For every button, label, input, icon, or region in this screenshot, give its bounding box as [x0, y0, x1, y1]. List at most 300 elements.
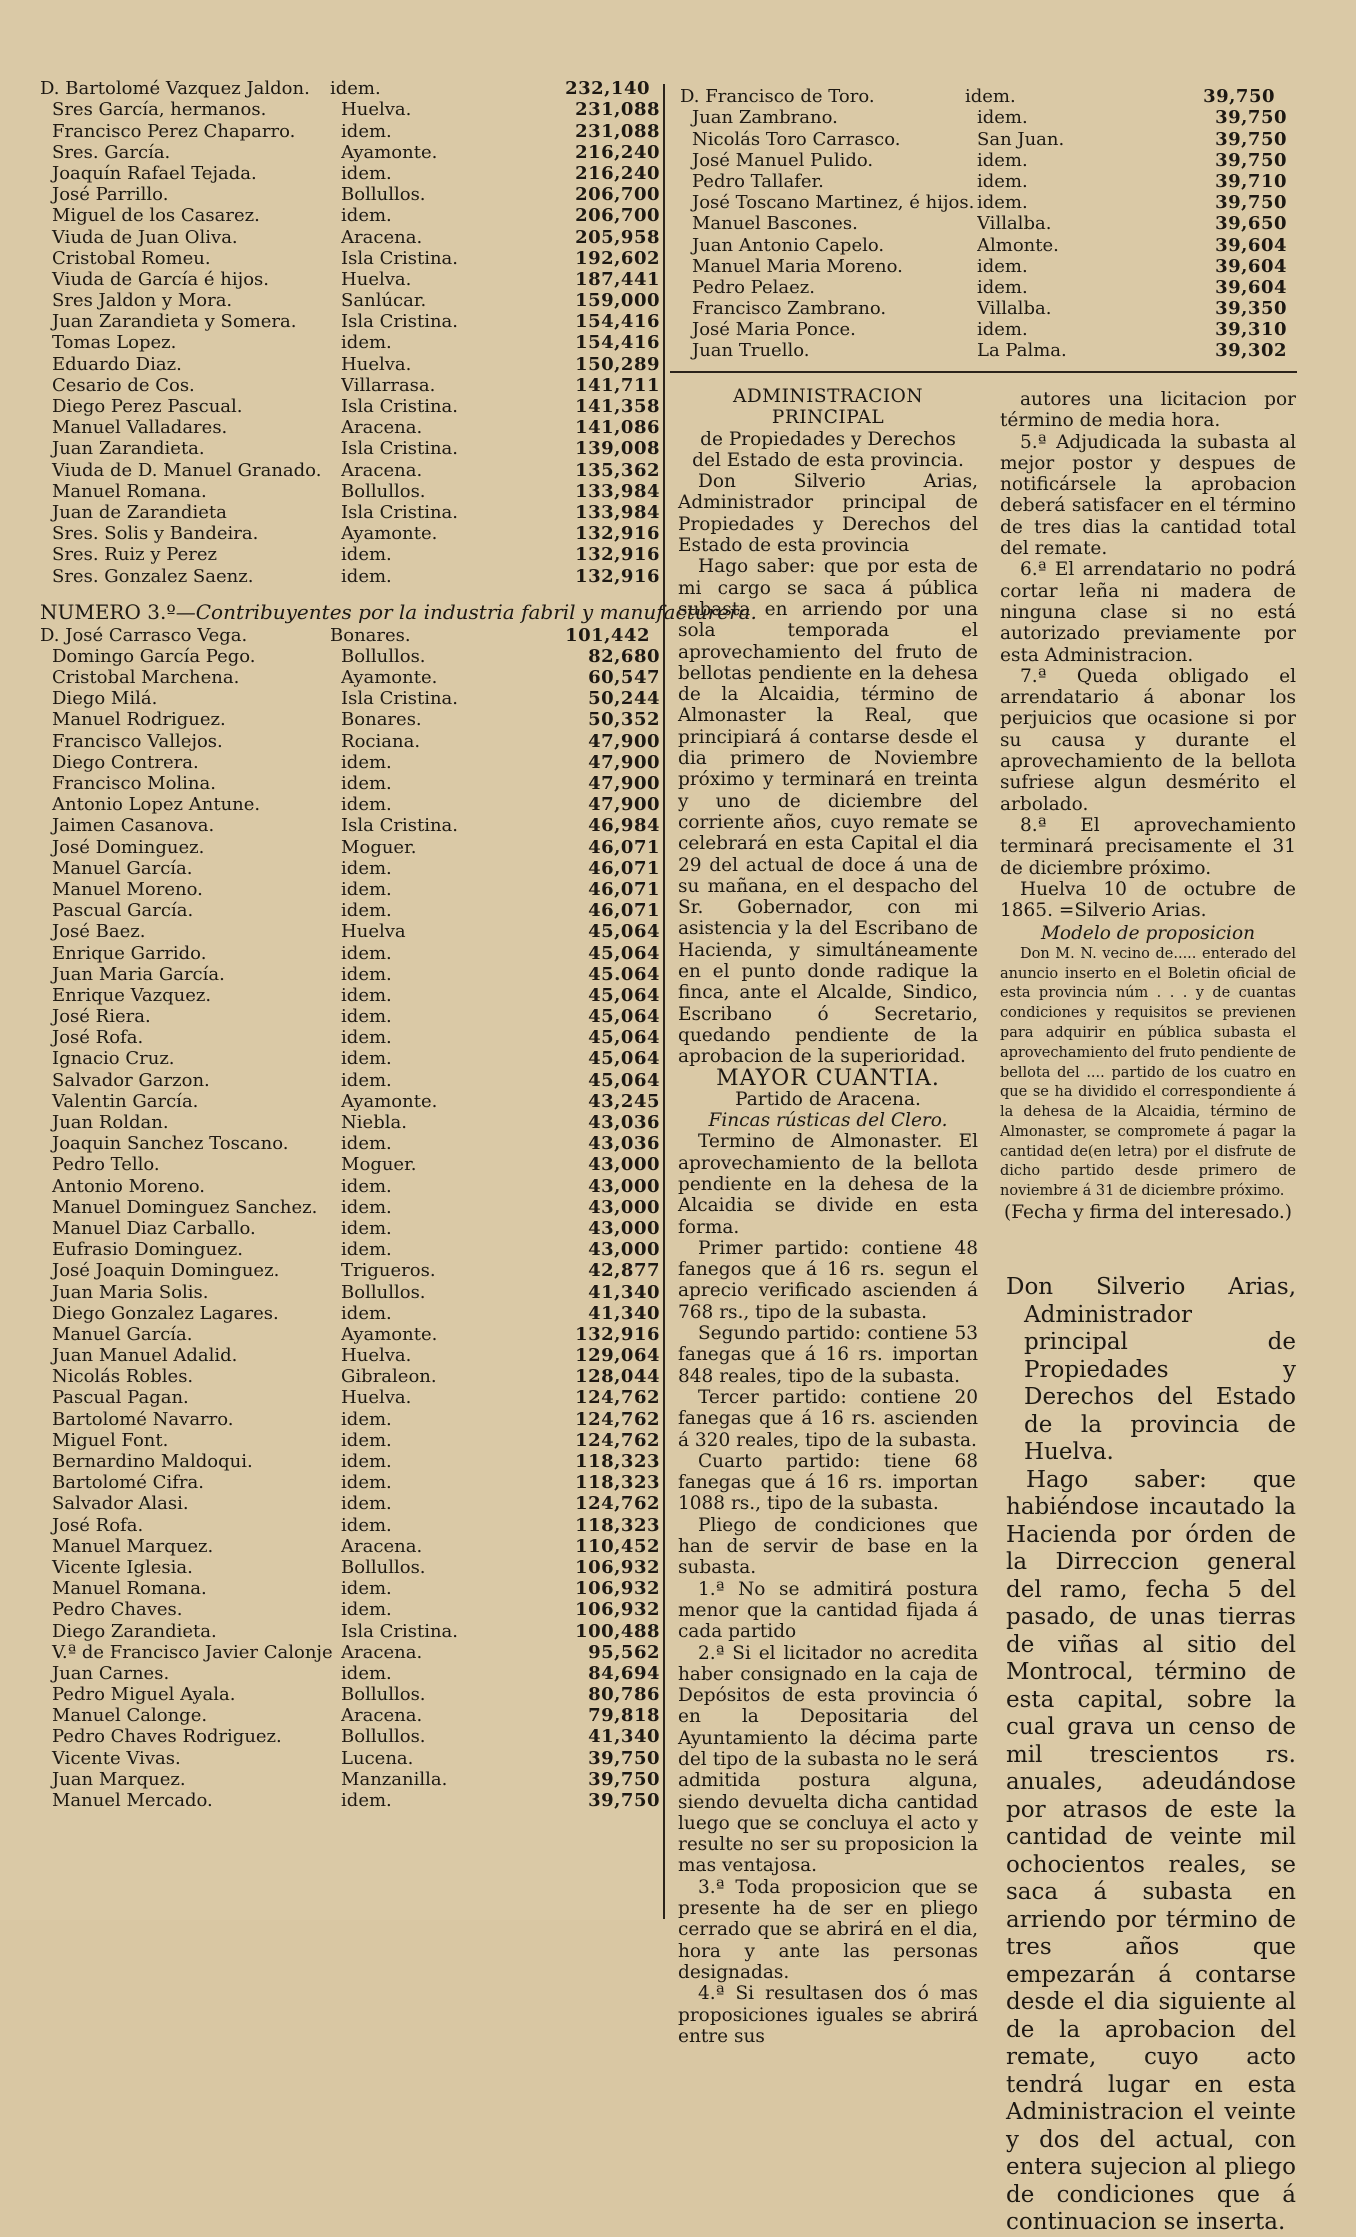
table-row: [40, 544, 660, 565]
contributor-place: Ayamonte.: [341, 1091, 438, 1112]
contribution-amount: 43,000: [588, 1175, 660, 1197]
contributor-place: Huelva.: [341, 1346, 412, 1367]
contributor-place: idem.: [341, 752, 392, 773]
contributor-name: Pedro Pelaez.: [692, 277, 815, 298]
table-row: [40, 709, 660, 730]
contribution-amount: 43,000: [588, 1239, 660, 1261]
contributor-name: Juan Zarandieta y Somera.: [52, 312, 297, 333]
contributor-name: Pascual García.: [52, 901, 194, 922]
column-divider-2: [992, 388, 994, 1928]
contribution-amount: 43,000: [588, 1217, 660, 1239]
table-row: [40, 1430, 660, 1451]
contribution-amount: 41,340: [588, 1302, 660, 1324]
contributor-place: Aracena.: [341, 1706, 423, 1727]
contribution-amount: 42,877: [588, 1260, 660, 1282]
contributor-name: Manuel García.: [52, 858, 193, 879]
contributor-name: Juan Carnes.: [52, 1663, 170, 1684]
contribution-amount: 141,711: [575, 374, 660, 396]
table-row: [40, 625, 660, 646]
contribution-amount: 39,650: [1215, 213, 1287, 235]
contributor-place: Bollullos.: [341, 1685, 426, 1706]
contribution-amount: 41,340: [588, 1281, 660, 1303]
table-row: [40, 688, 660, 709]
contributor-name: José Rofa.: [52, 1028, 144, 1049]
contributor-place: idem.: [341, 795, 392, 816]
contributor-name: José Riera.: [52, 1007, 151, 1028]
table-row: [40, 1324, 660, 1345]
contributor-name: Juan Zambrano.: [692, 108, 838, 129]
table-row: [40, 1493, 660, 1514]
contributor-place: idem.: [330, 79, 381, 100]
contributor-place: idem.: [341, 1473, 392, 1494]
contributor-name: Diego Zarandieta.: [52, 1621, 217, 1642]
contributor-name: Sres García, hermanos.: [52, 100, 267, 121]
contributor-place: idem.: [341, 1579, 392, 1600]
contributor-place: idem.: [341, 1409, 392, 1430]
notice-subheading: de Propiedades y Derechos del Estado de esta provincia.: [692, 428, 964, 471]
table-row: [40, 226, 660, 247]
contributor-place: Bollullos.: [341, 185, 426, 206]
contribution-amount: 39,750: [588, 1768, 660, 1790]
table-row: [680, 234, 1300, 255]
mayor-cuantia: MAYOR CUANTIA.: [716, 1065, 940, 1091]
notice-1-column-b: [1000, 389, 1296, 2237]
contributor-place: idem.: [341, 879, 392, 900]
notice-paragraph: 3.ª Toda proposicion que se presente ha de ser en pliego cerrado que se abrirá en el dia, hora y ante las personas designadas.: [678, 1876, 978, 1983]
notice-separator: [1008, 1253, 1288, 1254]
contribution-amount: 216,240: [575, 141, 660, 163]
contribution-amount: 39,604: [1215, 276, 1287, 298]
contributor-place: idem.: [341, 985, 392, 1006]
contributor-name: Juan Roldan.: [52, 1113, 169, 1133]
contributor-place: Gibraleon.: [341, 1367, 437, 1388]
notice-paragraph: Termino de Almonaster. El aprovechamiento de la bellota pendiente en la dehesa de la Alcaidia se divide en esta forma.: [678, 1131, 978, 1238]
notice-paragraph: Tercer partido: contiene 20 fanegas que á 16 rs. ascienden á 320 reales, tipo de la subasta.: [678, 1386, 978, 1451]
contribution-amount: 106,932: [575, 1578, 660, 1600]
table-row: [40, 1536, 660, 1557]
table-row: [40, 1472, 660, 1493]
contribution-amount: 132,916: [575, 565, 660, 587]
contributor-name: Manuel Valladares.: [52, 418, 228, 439]
contributor-place: Sanlúcar.: [341, 291, 427, 312]
table-row: [40, 1112, 660, 1133]
table-row: [40, 1578, 660, 1599]
contribution-amount: 50,352: [588, 709, 660, 731]
table-row: [40, 459, 660, 480]
contribution-amount: 154,416: [575, 332, 660, 354]
contribution-amount: 150,289: [575, 353, 660, 375]
contribution-amount: 124,762: [575, 1493, 660, 1515]
contributor-place: Villalba.: [977, 299, 1052, 320]
contributor-name: D. Bartolomé Vazquez Jaldon.: [40, 79, 310, 100]
contributor-place: Moguer.: [341, 837, 417, 858]
contributor-name: Manuel Romana.: [52, 1579, 207, 1600]
contribution-amount: 46,071: [588, 878, 660, 900]
table-row: [40, 248, 660, 269]
contributor-place: idem.: [977, 150, 1028, 171]
contributor-place: idem.: [341, 1049, 392, 1070]
contribution-amount: 216,240: [575, 162, 660, 184]
contributor-name: Eufrasio Dominguez.: [52, 1240, 243, 1261]
table-row: [680, 256, 1300, 277]
table-row: [40, 142, 660, 163]
contributor-place: Aracena.: [341, 460, 423, 481]
table-row: [40, 1048, 660, 1069]
contributor-place: San Juan.: [977, 129, 1065, 150]
contributor-name: D. José Carrasco Vega.: [40, 625, 248, 646]
contribution-amount: 132,916: [575, 1323, 660, 1345]
contribution-amount: 95,562: [588, 1641, 660, 1663]
table-row: [40, 1260, 660, 1281]
contributor-name: José Baez.: [52, 922, 146, 943]
contributor-place: Huelva: [341, 922, 406, 943]
contributor-name: Bernardino Maldoqui.: [52, 1452, 253, 1472]
contribution-amount: 39,604: [1215, 255, 1287, 277]
table-row: [40, 1133, 660, 1154]
contributor-place: idem.: [341, 964, 392, 985]
contributor-name: Sres. Gonzalez Saenz.: [52, 566, 254, 587]
contributor-name: José Rofa.: [52, 1515, 144, 1536]
contributor-place: Aracena.: [341, 1642, 423, 1663]
contributor-place: Huelva.: [341, 269, 412, 290]
contribution-amount: 192,602: [575, 247, 660, 269]
table-row: [680, 298, 1300, 319]
contributor-place: idem.: [341, 163, 392, 184]
notice-paragraph: 4.ª Si resultasen dos ó mas proposiciones iguales se abrirá entre sus: [678, 1983, 978, 2047]
contributor-place: idem.: [977, 193, 1028, 214]
table-row: [40, 417, 660, 438]
table-row: [40, 1387, 660, 1408]
contributor-name: Pascual Pagan.: [52, 1388, 189, 1409]
contributor-name: Viuda de D. Manuel Granado.: [52, 460, 322, 481]
contributor-name: Ignacio Cruz.: [52, 1049, 175, 1070]
notice-paragraph: 7.ª Queda obligado el arrendatario á abonar los perjuicios que ocasione si por su causa y durante el aprovechamiento de la bellota sufriese algun desmérito el arbolado.: [1000, 665, 1296, 815]
table-row: [40, 1769, 660, 1790]
contribution-amount: 205,958: [575, 226, 660, 248]
table-row: [40, 1239, 660, 1260]
contribution-amount: 132,916: [575, 523, 660, 545]
table-row: [680, 340, 1300, 361]
contribution-amount: 50,244: [588, 688, 660, 710]
contributor-place: Isla Cristina.: [341, 248, 459, 269]
contributor-place: Huelva.: [341, 100, 412, 121]
contributor-place: idem.: [341, 1007, 392, 1028]
table-row: [40, 332, 660, 353]
contribution-amount: 231,088: [575, 120, 660, 142]
contribution-amount: 232,140: [565, 78, 650, 100]
table-row: [40, 815, 660, 836]
table-row: [40, 290, 660, 311]
table-row: [680, 213, 1300, 234]
contribution-amount: 47,900: [588, 730, 660, 752]
contributor-name: Manuel Rodriguez.: [52, 710, 226, 731]
contribution-amount: 39,710: [1215, 170, 1287, 192]
contribution-amount: 39,604: [1215, 234, 1287, 256]
table-row: [40, 438, 660, 459]
contributor-place: Villarrasa.: [341, 375, 436, 396]
contributor-name: Vicente Vivas.: [52, 1748, 181, 1769]
contributor-place: idem.: [341, 333, 392, 354]
contribution-amount: 41,340: [588, 1726, 660, 1748]
table-row: [40, 163, 660, 184]
contribution-amount: 118,323: [575, 1451, 660, 1472]
contribution-amount: 43,000: [588, 1154, 660, 1176]
contributor-place: idem.: [341, 206, 392, 227]
contributor-place: idem.: [341, 1218, 392, 1239]
contributor-name: Tomas Lopez.: [52, 333, 177, 354]
contributor-name: Juan de Zarandieta: [52, 502, 227, 523]
notice-para-2: Hago saber: que por esta de mi cargo se saca á pública subasta en arriendo por una sola temporada el aprovechamiento del fruto de bellotas pendiente en la dehesa de la Alcaidia, término de Almonaster la Real, que principiará á contarse desde el dia primero de Noviembre próximo y terminará en treinta y uno de diciembre del corriente años, cuyo remate se celebrará en esta Capital el dia 29 del actual de doce á una de su mañana, en el despacho del Sr. Gobernador, con mi asistencia y la del Escribano de Hacienda, y simultáneamente en el punto donde radique la finca, ante el Alcalde, Sindico, Escribano ó Secretario, quedando pendiente de la aprobacion de la superioridad.: [678, 556, 978, 1068]
contribution-amount: 46,071: [588, 836, 660, 858]
contribution-amount: 39,750: [1215, 149, 1287, 171]
contribution-amount: 132,916: [575, 544, 660, 566]
contribution-amount: 82,680: [588, 645, 660, 667]
contributor-name: Juan Marquez.: [52, 1769, 186, 1790]
contributor-place: idem.: [341, 1240, 392, 1261]
contributor-name: Eduardo Diaz.: [52, 354, 182, 375]
contributor-place: idem.: [977, 171, 1028, 192]
contributors-list-a: [40, 78, 660, 587]
contributor-place: idem.: [341, 1197, 392, 1218]
contribution-amount: 39,750: [1215, 128, 1287, 150]
table-row: [40, 1069, 660, 1090]
contributor-name: Juan Truello.: [692, 341, 810, 362]
contribution-amount: 124,762: [575, 1387, 660, 1409]
contributor-name: Viuda de Juan Oliva.: [52, 227, 238, 248]
table-row: [40, 78, 660, 99]
contributor-name: José Parrillo.: [52, 185, 169, 206]
table-row: [40, 311, 660, 332]
contributor-place: Trigueros.: [341, 1261, 436, 1282]
notice-paragraph: 2.ª Si el licitador no acredita haber consignado en la caja de Depósitos de esta provincia ó en la Depositaria del Ayuntamiento la décima parte del tipo de la subasta no le será admitida postura alguna, siendo devuelta dicha cantidad luego que se concluya el acto y resulte no ser su proposicion la mas ventajosa.: [678, 1642, 978, 1877]
contributor-name: Juan Maria García.: [52, 964, 225, 985]
contributor-place: Huelva.: [341, 354, 412, 375]
table-row: [40, 375, 660, 396]
contributor-place: idem.: [341, 943, 392, 964]
table-row: [40, 1642, 660, 1663]
contributor-place: Isla Cristina.: [341, 1621, 459, 1642]
table-row: [40, 985, 660, 1006]
table-row: [40, 1027, 660, 1048]
contributor-name: Sres. García.: [52, 142, 171, 163]
contributor-place: idem.: [341, 1600, 392, 1621]
contributor-place: Ayamonte.: [341, 524, 438, 545]
contributor-place: Ayamonte.: [341, 668, 438, 689]
table-row: [40, 1790, 660, 1811]
contribution-amount: 133,984: [575, 501, 660, 523]
contribution-amount: 39,750: [1203, 86, 1275, 108]
contributor-place: idem.: [341, 1515, 392, 1536]
contributor-name: Francisco Zambrano.: [692, 299, 887, 320]
contribution-amount: 129,064: [575, 1345, 660, 1367]
contributor-place: Isla Cristina.: [341, 502, 459, 523]
notice-continued: [1000, 389, 1296, 921]
contribution-amount: 45,064: [588, 1006, 660, 1028]
contribution-amount: 206,700: [575, 184, 660, 206]
contribution-amount: 110,452: [575, 1535, 660, 1557]
contributor-name: Cristobal Romeu.: [52, 248, 211, 269]
contributor-place: Bollullos.: [341, 646, 426, 667]
contributor-name: Joaquin Sanchez Toscano.: [52, 1134, 289, 1155]
contributor-place: Manzanilla.: [341, 1769, 448, 1790]
contributor-name: José Dominguez.: [52, 837, 205, 858]
contributor-name: Nicolás Toro Carrasco.: [692, 129, 901, 150]
contributor-name: Antonio Lopez Antune.: [52, 795, 261, 816]
contributor-place: Rociana.: [341, 731, 421, 752]
contribution-amount: 154,416: [575, 311, 660, 333]
notice-1-column-a: [678, 386, 978, 2047]
contribution-amount: 187,441: [575, 268, 660, 290]
table-row: [40, 1705, 660, 1726]
contributor-name: Cristobal Marchena.: [52, 668, 240, 689]
table-row: [40, 1091, 660, 1112]
contributor-place: idem.: [965, 87, 1016, 108]
table-row: [40, 942, 660, 963]
contributor-place: Bollullos.: [341, 481, 426, 502]
table-row: [40, 964, 660, 985]
contributor-name: Salvador Garzon.: [52, 1070, 210, 1091]
table-row: [680, 171, 1300, 192]
contributor-place: Isla Cristina.: [341, 397, 459, 417]
notice-2-body: Hago saber: que habiéndose incautado la Hacienda por órden de la Dirreccion general del ramo, fecha 5 del pasado, de unas tierras de viñas al sitio del Montrocal, término de esta capital, sobre la cual grava un censo de mil trescientos rs. anuales, adeudándose por atrasos de este la cantidad de veinte mil ochocientos reales, se saca á subasta en arriendo por término de tres años que empezarán á contarse desde el dia siguiente al de la aprobacion del remate, cuyo acto tendrá lugar en esta Administracion el veinte y dos del actual, con entera sujecion al pliego de condiciones que á continuacion se inserta.: [1006, 1466, 1296, 2236]
table-bottom-rule: [670, 371, 1297, 373]
modelo-title: Modelo de proposicion: [1040, 923, 1256, 945]
modelo-sign: (Fecha y firma del interesado.): [1003, 1202, 1292, 1224]
contributor-name: Juan Manuel Adalid.: [52, 1346, 238, 1367]
contribution-amount: 128,044: [575, 1366, 660, 1388]
contributor-name: Bartolomé Navarro.: [52, 1409, 234, 1430]
table-row: [680, 150, 1300, 171]
notice-2-heading: Don Silverio Arias, Administrador principal de Propiedades y Derechos del Estado de la provincia de Huelva.: [1006, 1274, 1296, 1466]
table-row: [40, 1281, 660, 1302]
section-number: NUMERO 3.º—: [40, 599, 196, 624]
contribution-amount: 46,984: [588, 815, 660, 837]
contributor-name: Francisco Perez Chaparro.: [52, 121, 296, 142]
contributor-place: idem.: [977, 277, 1028, 298]
table-row: [40, 752, 660, 773]
table-row: [40, 99, 660, 120]
table-row: [680, 86, 1300, 107]
table-row: [40, 565, 660, 586]
contributor-name: Enrique Garrido.: [52, 943, 207, 964]
contributor-place: idem.: [341, 1134, 392, 1155]
table-row: [40, 1366, 660, 1387]
table-row: [40, 1154, 660, 1175]
contributor-name: Sres. Solis y Bandeira.: [52, 524, 259, 545]
contributor-name: Joaquín Rafael Tejada.: [52, 163, 257, 184]
contribution-amount: 124,762: [575, 1408, 660, 1430]
contributor-place: idem.: [341, 1176, 392, 1197]
contributor-name: Diego Contrera.: [52, 752, 199, 773]
contribution-amount: 45,064: [588, 984, 660, 1006]
contributor-name: Manuel García.: [52, 1324, 193, 1345]
contributor-place: Lucena.: [341, 1748, 414, 1769]
contributor-place: Aracena.: [341, 418, 423, 439]
contribution-amount: 47,900: [588, 773, 660, 794]
contribution-amount: 133,984: [575, 480, 660, 502]
table-row: [40, 184, 660, 205]
table-row: [40, 1006, 660, 1027]
notice-para-1: Don Silverio Arias, Administrador principal de Propiedades y Derechos del Estado de esta provincia: [678, 471, 978, 557]
table-row: [40, 1451, 660, 1472]
contributor-place: Almonte.: [977, 235, 1059, 256]
contributor-place: Isla Cristina.: [341, 439, 459, 460]
contributor-name: Francisco Vallejos.: [52, 731, 223, 752]
table-row: [680, 128, 1300, 149]
contributor-place: Bonares.: [341, 710, 422, 731]
contributor-name: Manuel Calonge.: [52, 1706, 208, 1727]
section-3-heading: [40, 599, 757, 624]
contributor-place: Isla Cristina.: [341, 816, 459, 837]
contribution-amount: 84,694: [588, 1662, 660, 1684]
table-row: [40, 921, 660, 942]
contribution-amount: 43,036: [588, 1133, 660, 1155]
contributor-name: Manuel Romana.: [52, 481, 207, 502]
contribution-amount: 39,310: [1215, 319, 1287, 341]
contributor-place: idem.: [341, 1430, 392, 1451]
contributor-place: Bollullos.: [341, 1557, 426, 1578]
partido: Partido de Aracena.: [735, 1088, 921, 1110]
contributor-place: idem.: [341, 545, 392, 566]
contributor-name: Juan Maria Solis.: [52, 1282, 209, 1303]
table-row: [40, 353, 660, 374]
contributor-name: José Maria Ponce.: [692, 320, 856, 341]
contributor-name: Pedro Chaves.: [52, 1600, 183, 1621]
fincas: Fincas rústicas del Clero.: [708, 1110, 948, 1132]
table-row: [40, 205, 660, 226]
table-row: [40, 836, 660, 857]
notice-paragraph: 8.ª El aprovechamiento terminará precisamente el 31 de diciembre próximo.: [1000, 814, 1296, 879]
contributor-place: Aracena.: [341, 227, 423, 248]
contribution-amount: 118,323: [575, 1514, 660, 1536]
contribution-amount: 45.064: [588, 963, 660, 985]
contribution-amount: 139,008: [575, 438, 660, 460]
contributor-name: V.ª de Francisco Javier Calonje: [52, 1642, 333, 1663]
contributor-place: Bonares.: [330, 625, 411, 646]
contribution-amount: 45,064: [588, 921, 660, 943]
contributor-name: Manuel Dominguez Sanchez.: [52, 1197, 318, 1218]
contributor-name: Salvador Alasi.: [52, 1494, 189, 1515]
contributor-name: Pedro Tallafer.: [692, 171, 824, 192]
table-row: [40, 879, 660, 900]
notice-paragraph: autores una licitacion por término de media hora.: [1000, 389, 1296, 432]
contribution-amount: 39,750: [588, 1747, 660, 1769]
contributor-place: idem.: [341, 1070, 392, 1091]
table-row: [40, 1747, 660, 1768]
notice-body: [678, 1131, 978, 2047]
contribution-amount: 118,323: [575, 1472, 660, 1494]
contribution-amount: 46,071: [588, 857, 660, 879]
contributor-place: idem.: [341, 901, 392, 922]
contributor-name: Manuel Maria Moreno.: [692, 256, 903, 277]
contribution-amount: 39,750: [588, 1790, 660, 1811]
contribution-amount: 141,358: [575, 396, 660, 417]
contributor-name: Pedro Tello.: [52, 1155, 160, 1176]
table-row: [40, 1175, 660, 1196]
modelo-text: Don M. N. vecino de..... enterado del anuncio inserto en el Boletin oficial de esta provincia núm . . . y de cuantas condiciones y requisitos se previenen para adquirir en pública subasta el aprovechamiento del fruto pendiente de bellota del .... partido de los cuatro en que se ha dividido el correspondiente á la dehesa de la Alcaidia, término de Almonaster, se compromete á pagar la cantidad de(en letra) por el disfrute de dicho partido desde primero de noviembre á 31 de diciembre próximo.: [1000, 945, 1296, 1200]
contributor-place: idem.: [341, 1028, 392, 1049]
contributor-name: Antonio Moreno.: [52, 1176, 205, 1197]
table-row: [40, 502, 660, 523]
contributor-name: José Toscano Martinez, é hijos.: [692, 193, 975, 214]
notice-paragraph: Huelva 10 de octubre de 1865. =Silverio Arias.: [1000, 878, 1296, 922]
contributor-name: Juan Antonio Capelo.: [692, 235, 885, 256]
contribution-amount: 39,350: [1215, 298, 1287, 320]
contribution-amount: 46,071: [588, 900, 660, 922]
contributor-place: idem.: [341, 121, 392, 142]
contribution-amount: 47,900: [588, 751, 660, 773]
table-row: [40, 1663, 660, 1684]
